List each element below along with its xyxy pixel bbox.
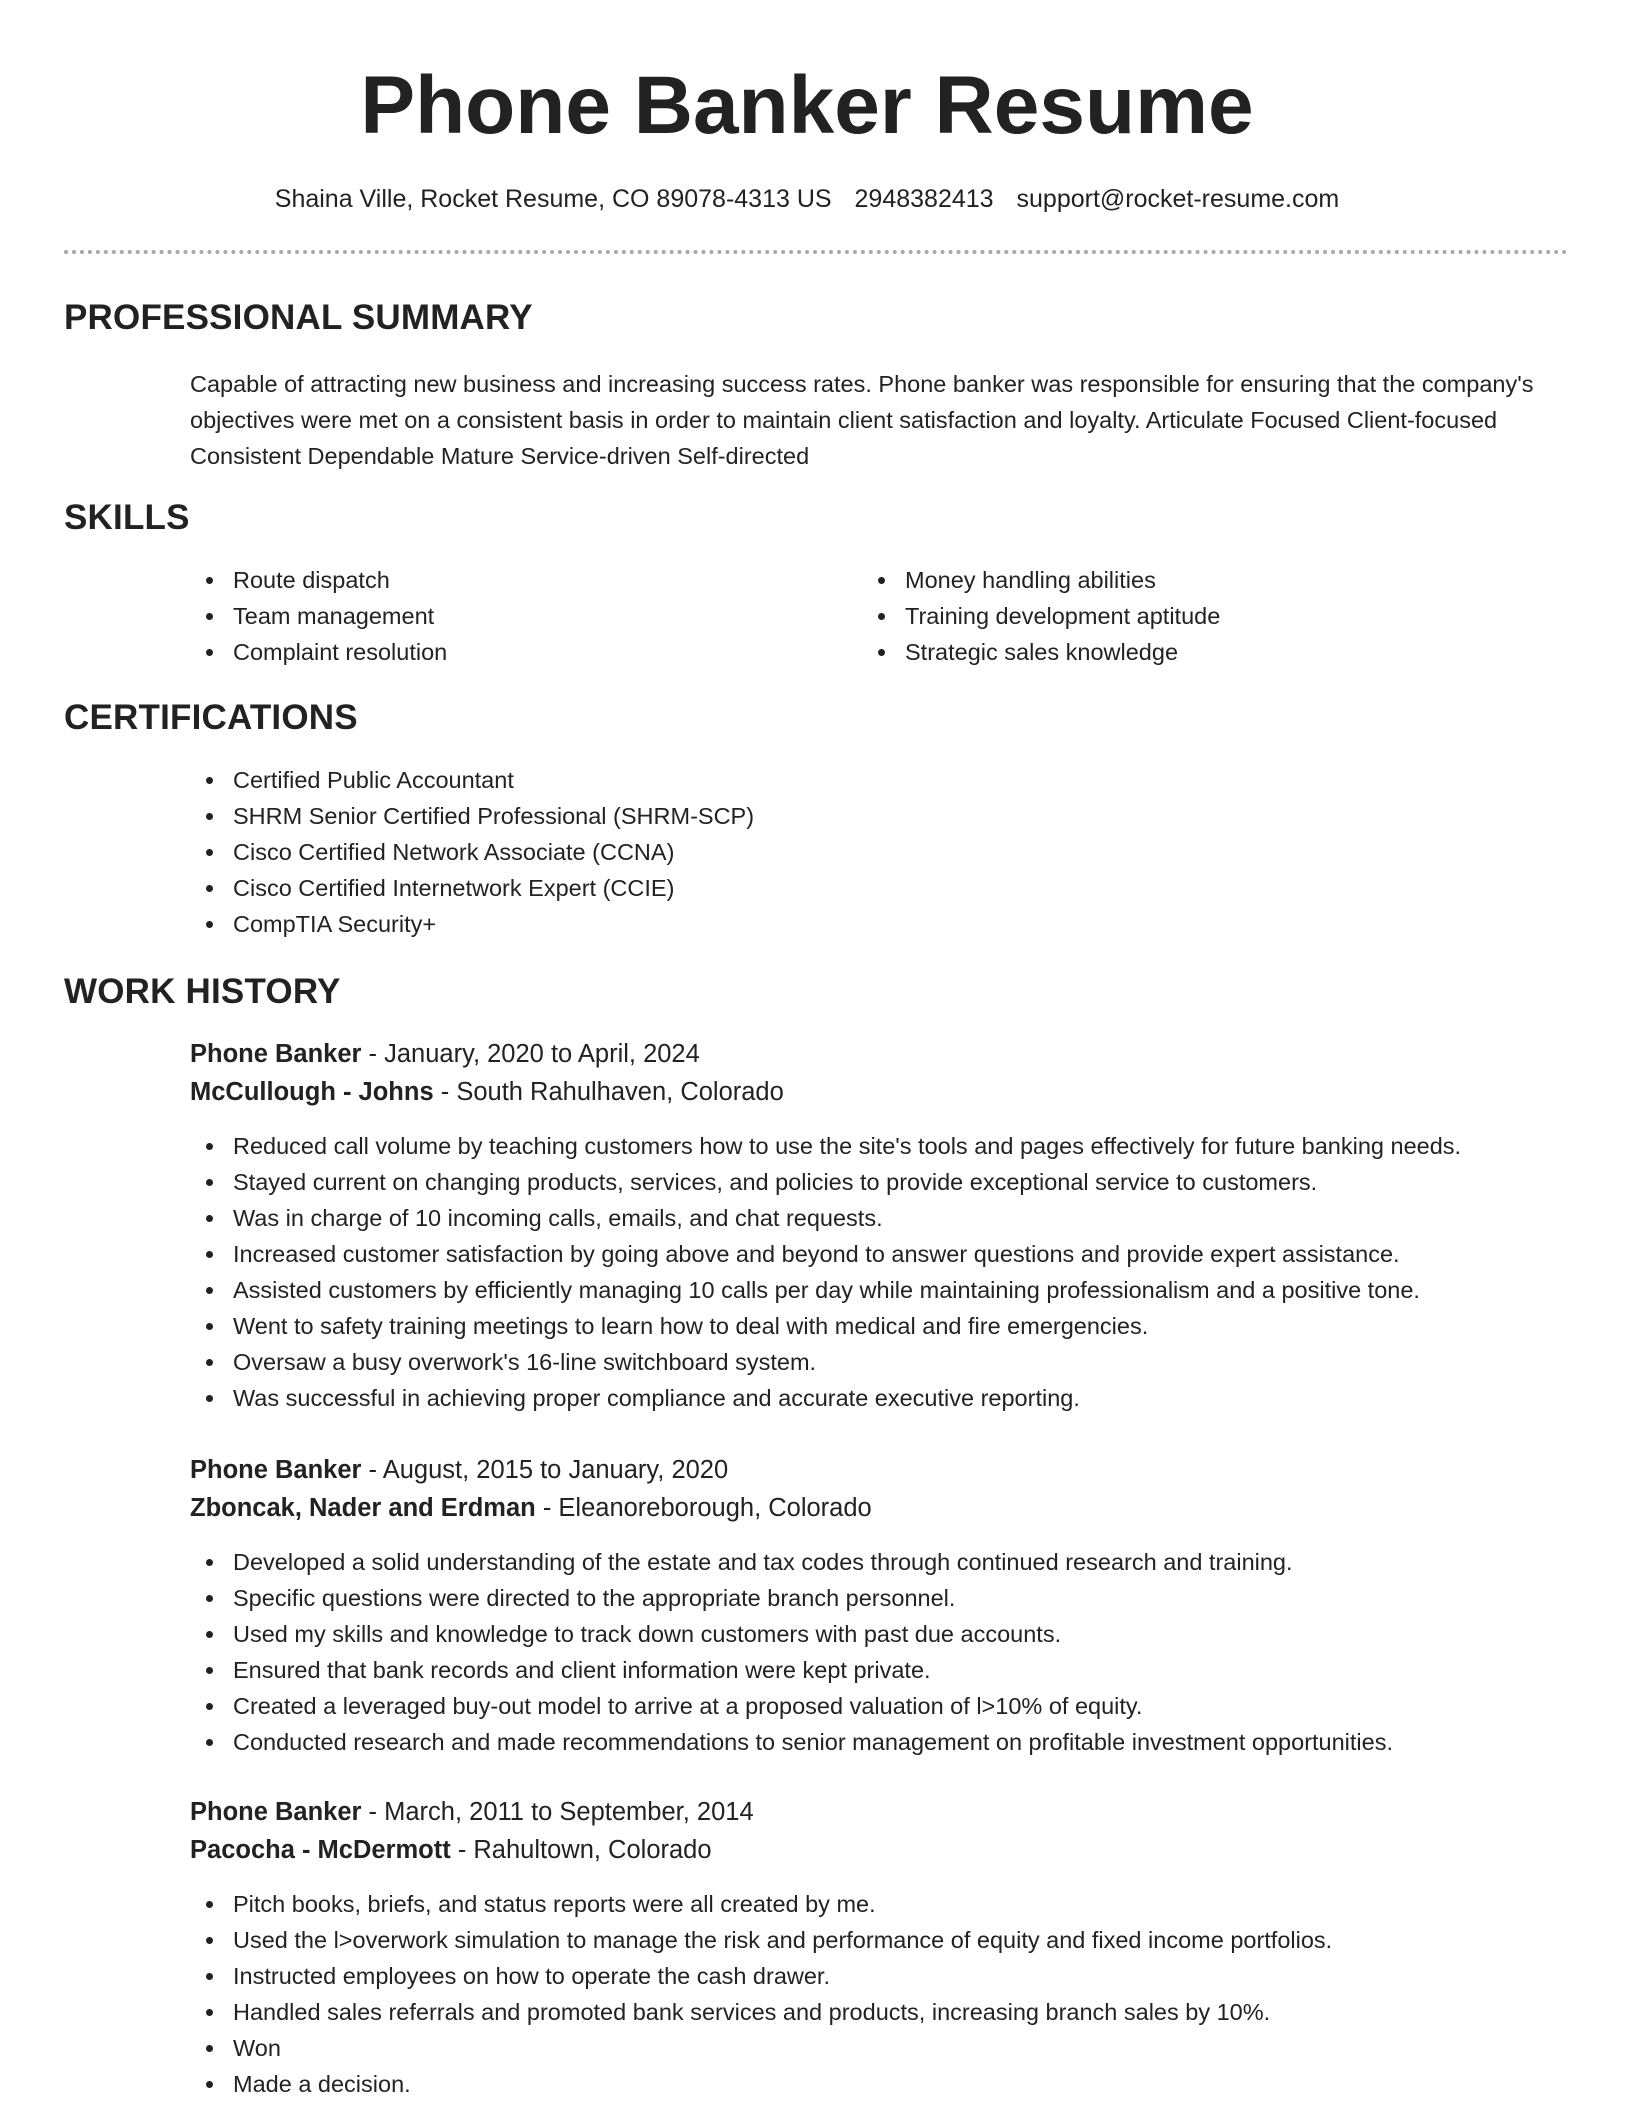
contact-address: Shaina Ville, Rocket Resume, CO 89078-4313 US bbox=[274, 185, 832, 213]
job-bullet: Created a leveraged buy-out model to arrive at a proposed valuation of l>10% of equity. bbox=[190, 1688, 1393, 1724]
certifications-list bbox=[190, 762, 754, 942]
job-company-line bbox=[190, 1074, 784, 1110]
job-bullet: Increased customer satisfaction by going above and beyond to answer questions and provide expert assistance. bbox=[190, 1236, 1461, 1272]
job-company-line bbox=[190, 1490, 872, 1526]
skill-item: Complaint resolution bbox=[190, 634, 447, 670]
skill-item: Route dispatch bbox=[190, 562, 447, 598]
job-bullet: Conducted research and made recommendations to senior management on profitable investment opportunities. bbox=[190, 1724, 1393, 1760]
job-company-line bbox=[190, 1832, 712, 1868]
job-company: Pacocha - McDermott bbox=[190, 1836, 451, 1864]
job-title: Phone Banker bbox=[190, 1798, 362, 1826]
job-bullet: Ensured that bank records and client information were kept private. bbox=[190, 1652, 1393, 1688]
work-history-heading: WORK HISTORY bbox=[64, 972, 341, 1011]
job-bullet: Handled sales referrals and promoted bank services and products, increasing branch sales by 10%. bbox=[190, 1994, 1332, 2030]
job-location: - Rahultown, Colorado bbox=[450, 1836, 712, 1864]
job-title-line bbox=[190, 1452, 728, 1488]
job-bullet: Was in charge of 10 incoming calls, emails, and chat requests. bbox=[190, 1200, 1461, 1236]
skill-item: Strategic sales knowledge bbox=[862, 634, 1220, 670]
job-bullet: Oversaw a busy overwork's 16-line switchboard system. bbox=[190, 1344, 1461, 1380]
job-bullet: Developed a solid understanding of the estate and tax codes through continued research and training. bbox=[190, 1544, 1393, 1580]
job-title: Phone Banker bbox=[190, 1456, 362, 1484]
job-title-line bbox=[190, 1794, 754, 1830]
skill-item: Training development aptitude bbox=[862, 598, 1220, 634]
certification-item: Certified Public Accountant bbox=[190, 762, 754, 798]
job-dates: - August, 2015 to January, 2020 bbox=[361, 1456, 729, 1484]
job-location: - South Rahulhaven, Colorado bbox=[433, 1078, 784, 1106]
job-bullet: Reduced call volume by teaching customers how to use the site's tools and pages effectively for future banking needs. bbox=[190, 1128, 1461, 1164]
certification-item: Cisco Certified Internetwork Expert (CCIE) bbox=[190, 870, 754, 906]
skills-list-right bbox=[862, 562, 1220, 670]
job-bullet: Went to safety training meetings to learn how to deal with medical and fire emergencies. bbox=[190, 1308, 1461, 1344]
certification-item: Cisco Certified Network Associate (CCNA) bbox=[190, 834, 754, 870]
certification-item: SHRM Senior Certified Professional (SHRM-SCP) bbox=[190, 798, 754, 834]
job-bullet: Stayed current on changing products, services, and policies to provide exceptional service to customers. bbox=[190, 1164, 1461, 1200]
job-title: Phone Banker bbox=[190, 1040, 362, 1068]
skills-list-left bbox=[190, 562, 447, 670]
job-bullet: Used the l>overwork simulation to manage the risk and performance of equity and fixed income portfolios. bbox=[190, 1922, 1332, 1958]
summary-text: Capable of attracting new business and increasing success rates. Phone banker was responsible for ensuring that the company's objectives were met on a consistent basis in order to maintain client satisfaction and loyalty. Articulate Focused Client-focused Consistent Dependable Mature Service-driven Self-directed bbox=[190, 371, 1534, 469]
summary-heading: PROFESSIONAL SUMMARY bbox=[64, 298, 533, 337]
header-divider bbox=[64, 250, 1568, 254]
job-bullets bbox=[190, 1128, 1461, 1416]
job-company: McCullough - Johns bbox=[190, 1078, 434, 1106]
job-bullet: Used my skills and knowledge to track down customers with past due accounts. bbox=[190, 1616, 1393, 1652]
job-bullets bbox=[190, 1544, 1393, 1760]
job-bullet: Made a decision. bbox=[190, 2066, 1332, 2102]
job-bullet: Assisted customers by efficiently managing 10 calls per day while maintaining professionalism and a positive tone. bbox=[190, 1272, 1461, 1308]
skills-heading: SKILLS bbox=[64, 498, 190, 537]
job-title-line bbox=[190, 1036, 700, 1072]
certifications-heading: CERTIFICATIONS bbox=[64, 698, 358, 737]
certification-item: CompTIA Security+ bbox=[190, 906, 754, 942]
job-dates: - March, 2011 to September, 2014 bbox=[361, 1798, 754, 1826]
resume-title: Phone Banker Resume bbox=[360, 60, 1254, 151]
job-bullet: Instructed employees on how to operate the cash drawer. bbox=[190, 1958, 1332, 1994]
job-bullet: Pitch books, briefs, and status reports were all created by me. bbox=[190, 1886, 1332, 1922]
job-bullet: Won bbox=[190, 2030, 1332, 2066]
job-dates: - January, 2020 to April, 2024 bbox=[361, 1040, 700, 1068]
job-company: Zboncak, Nader and Erdman bbox=[190, 1494, 536, 1522]
skill-item: Team management bbox=[190, 598, 447, 634]
contact-line bbox=[0, 182, 1614, 216]
job-bullets bbox=[190, 1886, 1332, 2102]
job-bullet: Specific questions were directed to the appropriate branch personnel. bbox=[190, 1580, 1393, 1616]
job-bullet: Was successful in achieving proper compliance and accurate executive reporting. bbox=[190, 1380, 1461, 1416]
job-location: - Eleanoreborough, Colorado bbox=[535, 1494, 872, 1522]
skill-item: Money handling abilities bbox=[862, 562, 1220, 598]
contact-phone: 2948382413 bbox=[854, 185, 994, 213]
contact-email: support@rocket-resume.com bbox=[1016, 185, 1340, 213]
